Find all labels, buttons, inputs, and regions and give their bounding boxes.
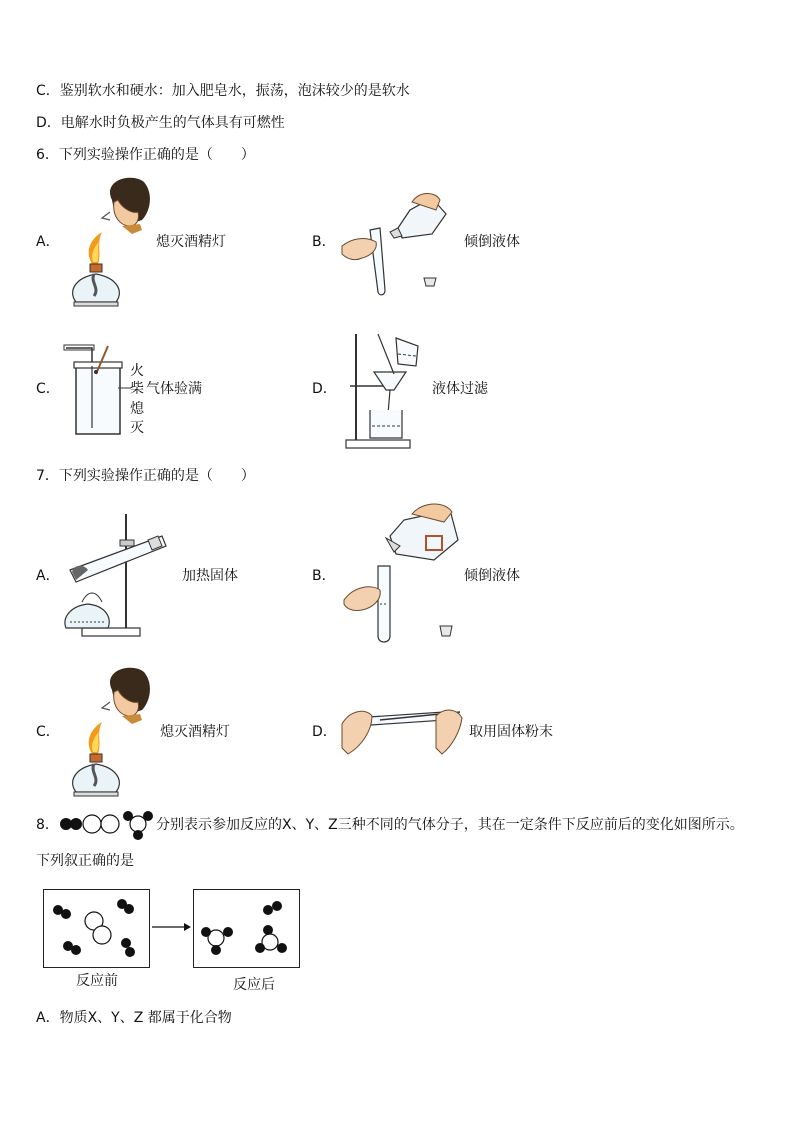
q7-option-b-letter: B． <box>312 568 336 584</box>
option-d-q5: D．电解水时负极产生的气体具有可燃性 <box>36 115 285 131</box>
question-8-stem: 分别表示参加反应的X、Y、Z三种不同的气体分子，其在一定条件下反应前后的变化如图所示。 <box>156 817 744 833</box>
before-reaction-box <box>43 889 150 968</box>
q6-option-d-letter: D． <box>312 381 337 397</box>
q6-option-c-letter: C． <box>36 381 60 397</box>
q6-c-vlabel-mid: 柴 <box>130 381 144 397</box>
q6-option-b-caption: 倾倒液体 <box>464 234 520 250</box>
after-reaction-molecules <box>194 890 299 967</box>
q7-d-powder-spatula-figure <box>340 696 464 758</box>
q6-option-a-caption: 熄灭酒精灯 <box>156 234 226 250</box>
q7-option-c-letter: C． <box>36 724 60 740</box>
q7-b-pour-liquid-figure <box>340 500 464 646</box>
molecule-x-icon <box>60 818 82 830</box>
q6-option-d-caption: 液体过滤 <box>432 381 488 397</box>
q7-option-a-caption: 加热固体 <box>182 568 238 584</box>
question-7-stem: 7．下列实验操作正确的是（ ） <box>36 468 255 484</box>
q6-c-label-pointer-line <box>118 386 132 390</box>
q6-b-pour-liquid-figure <box>340 180 460 298</box>
q8-molecule-legend <box>58 808 156 840</box>
after-reaction-box <box>193 889 300 968</box>
after-reaction-label: 反应后 <box>233 977 275 993</box>
molecule-z-icon <box>123 811 153 840</box>
q6-c-vlabel-top: 火 <box>130 363 144 379</box>
question-8-substem: 下列叙正确的是 <box>36 853 134 869</box>
q8-option-a: A．物质X、Y、Z 都属于化合物 <box>36 1010 232 1026</box>
question-8-number: 8． <box>36 817 59 833</box>
question-6-stem: 6．下列实验操作正确的是（ ） <box>36 147 255 163</box>
q7-option-d-letter: D． <box>312 724 337 740</box>
q7-option-a-letter: A． <box>36 568 60 584</box>
q7-option-c-caption: 熄灭酒精灯 <box>160 724 230 740</box>
q7-option-d-caption: 取用固体粉末 <box>469 724 553 740</box>
before-reaction-molecules <box>44 890 149 967</box>
q7-c-blow-out-lamp-figure <box>62 662 156 800</box>
molecule-y-icon <box>83 815 119 833</box>
q6-option-c-caption: 气体验满 <box>146 381 202 397</box>
reaction-arrow <box>150 921 192 933</box>
q7-a-heat-solid-figure <box>62 510 178 640</box>
q6-c-vlabel-b1: 熄 <box>130 401 144 417</box>
option-c-q5: C．鉴别软水和硬水：加入肥皂水，振荡，泡沫较少的是软水 <box>36 83 410 99</box>
q7-option-b-caption: 倾倒液体 <box>464 568 520 584</box>
q6-c-gas-bottle-figure <box>62 342 132 438</box>
q6-d-filtration-figure <box>340 330 420 452</box>
before-reaction-label: 反应前 <box>76 973 118 989</box>
q6-a-blow-out-lamp-figure <box>62 172 156 310</box>
q6-option-a-letter: A． <box>36 234 60 250</box>
q6-c-vlabel-b2: 灭 <box>130 420 144 436</box>
q6-option-b-letter: B． <box>312 234 336 250</box>
